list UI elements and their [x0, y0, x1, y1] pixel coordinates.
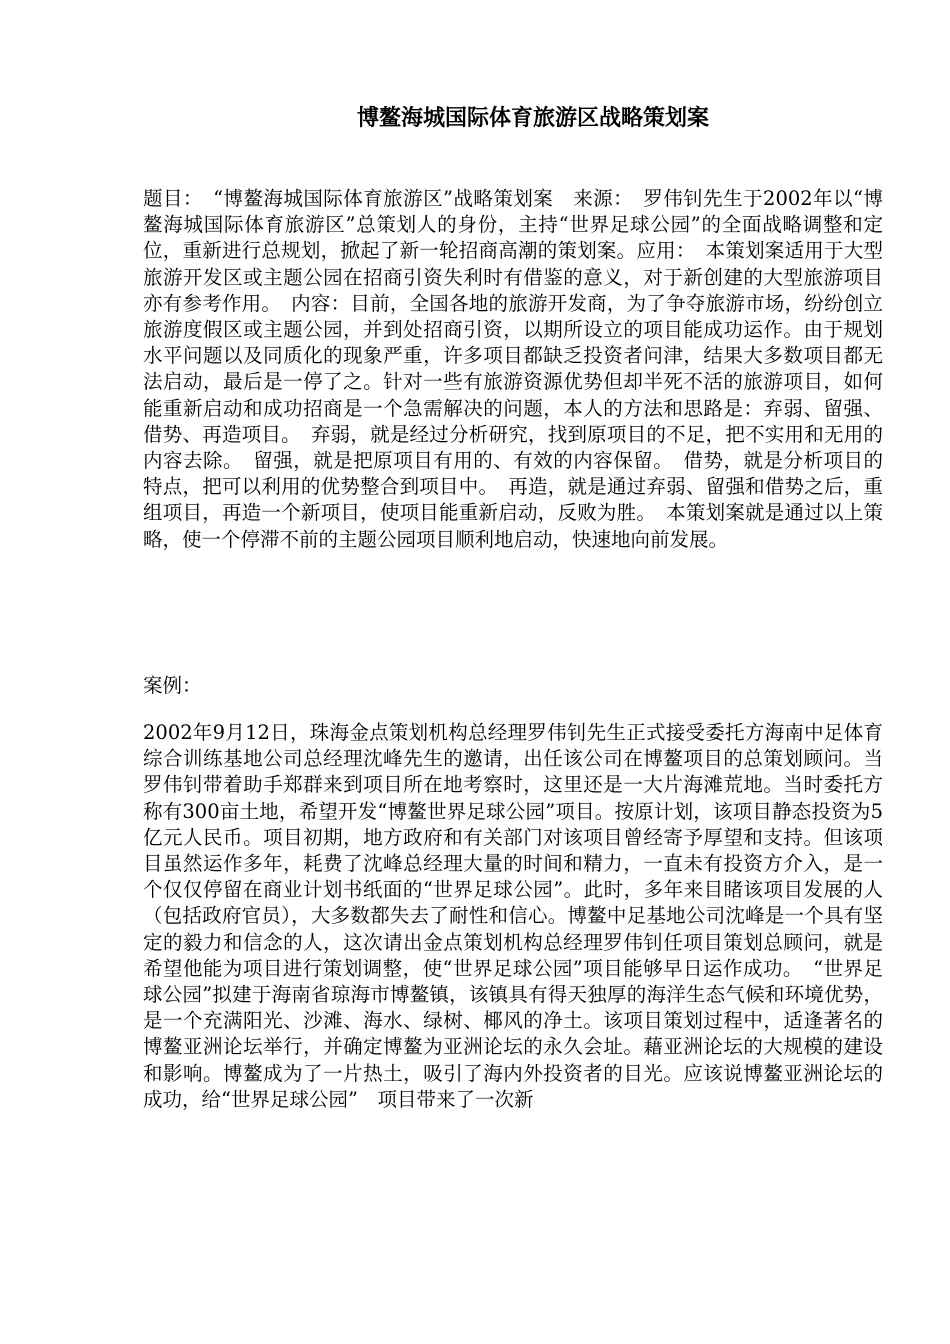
paragraph-intro: 题目： “博鳌海城国际体育旅游区”战略策划案 来源： 罗伟钊先生于2002年以“博鳌海城国际体育旅游区”总策划人的身份，主持“世界足球公园”的全面战略调整和定位，重新进行总规划，掀起了新一轮招商高潮的策划案。应用： 本策划案适用于大型旅游开发区或主题公园在招商引资失利时有借鉴的意义，对于新创建的大型旅游项目亦有参考作用。 内容：目前，全国各地的旅游开发商，为了争夺旅游市场，纷纷创立旅游度假区或主题公园，并到处招商引资，以期所设立的项目能成功运作。由于规划水平问题以及同质化的现象严重，许多项目都缺乏投资者问津，结果大多数项目都无法启动，最后是一停了之。针对一些有旅游资源优势但却半死不活的旅游项目，如何能重新启动和成功招商是一个急需解决的问题，本人的方法和思路是：弃弱、留强、借势、再造项目。 弃弱，就是经过分析研究，找到原项目的不足，把不实用和无用的内容去除。 留强，就是把原项目有用的、有效的内容保留。 借势，就是分析项目的特点，把可以利用的优势整合到项目中。 再造，就是通过弃弱、留强和借势之后，重组项目，再造一个新项目，使项目能重新启动，反败为胜。 本策划案就是通过以上策略，使一个停滞不前的主题公园项目顺利地启动，快速地向前发展。: [143, 187, 883, 551]
paragraph-case-body: 2002年9月12日，珠海金点策划机构总经理罗伟钊先生正式接受委托方海南中足体育综合训练基地公司总经理沈峰先生的邀请，出任该公司在博鳌项目的总策划顾问。当罗伟钊带着助手郑群来到项目所在地考察时，这里还是一大片海滩荒地。当时委托方称有300亩土地，希望开发“博鳌世界足球公园”项目。按原计划，该项目静态投资为5亿元人民币。项目初期，地方政府和有关部门对该项目曾经寄予厚望和支持。但该项目虽然运作多年，耗费了沈峰总经理大量的时间和精力，一直未有投资方介入，是一个仅仅停留在商业计划书纸面的“世界足球公园”。此时，多年来目睹该项目发展的人（包括政府官员），大多数都失去了耐性和信心。博鳌中足基地公司沈峰是一个具有坚定的毅力和信念的人，这次请出金点策划机构总经理罗伟钊任项目策划总顾问，就是希望他能为项目进行策划调整，使“世界足球公园”项目能够早日运作成功。 “世界足球公园”拟建于海南省琼海市博鳌镇，该镇具有得天独厚的海洋生态气候和环境优势，是一个充满阳光、沙滩、海水、绿树、椰风的净土。该项目策划过程中，适逢著名的博鳌亚洲论坛举行，并确定博鳌为亚洲论坛的永久会址。藉亚洲论坛的大规模的建设和影响。博鳌成为了一片热土，吸引了海内外投资者的目光。应该说博鳌亚洲论坛的成功，给“世界足球公园” 项目带来了一次新: [143, 721, 883, 1111]
document-title: 博鳌海城国际体育旅游区战略策划案: [356, 105, 709, 131]
paragraph-case-heading: 案例：: [143, 674, 202, 697]
